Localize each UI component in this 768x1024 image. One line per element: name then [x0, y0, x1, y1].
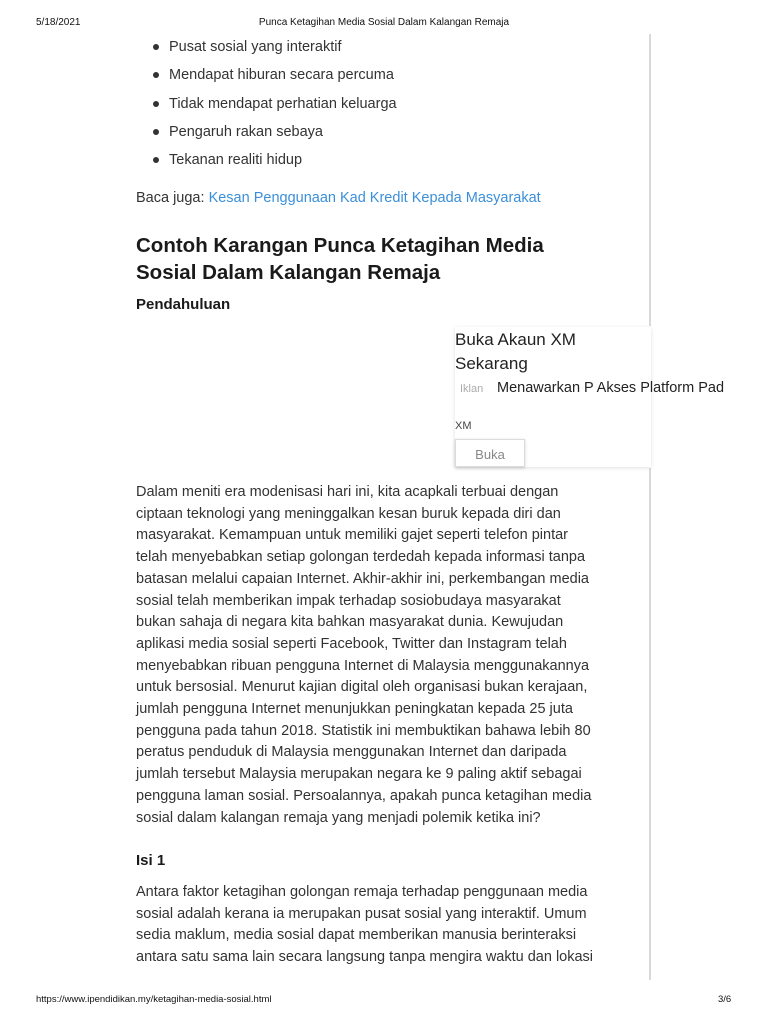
content-border-right-top [649, 34, 651, 326]
isi-1-paragraph: Antara faktor ketagihan golongan remaja terhadap penggunaan media sosial adalah kerana ia merupakan pusat sosial yang interaktif. Umum sedia maklum, media sosial dapat memberikan manusia berinteraksi antara satu sama lain secara langsung tanpa mengira waktu dan lokasi [136, 884, 594, 966]
list-item: Tidak mendapat perhatian keluarga [136, 93, 397, 121]
read-also-link[interactable]: Kesan Penggunaan Kad Kredit Kepada Masyarakat [208, 190, 541, 206]
article-heading: Contoh Karangan Punca Ketagihan Media Sosial Dalam Kalangan Remaja [136, 234, 544, 284]
ad-description: Menawarkan P Akses Platform Pad [497, 380, 725, 396]
section-heading-isi-1: Isi 1 [136, 852, 166, 869]
intro-paragraph: Dalam meniti era modenisasi hari ini, kita acapkali terbuai dengan ciptaan teknologi yang meninggalkan kesan buruk kepada diri dan masyarakat. Kemampuan untuk memiliki gajet seperti telefon pintar telah menyebabkan setiap golongan terdedah kepada informasi tanpa batasan melalui capaian Internet. Akhir-akhir ini, perkembangan media sosial telah memberikan impak terhadap sosiobudaya masyarakat bukan sahaja di negara kita bahkan masyarakat dunia. Kewujudan aplikasi media sosial seperti Facebook, Twitter dan Instagram telah menyebabkan ribuan pengguna Internet di Malaysia menggunakannya untuk bersosial. Menurut kajian digital oleh organisasi bukan kerajaan, jumlah pengguna Internet menunjukkan peningkatan kepada 25 juta pengguna pada tahun 2018. Statistik ini membuktikan bahawa lebih 80 peratus penduduk di Malaysia menggunakan Internet dan daripada jumlah tersebut Malaysia merupakan negara ke 9 paling aktif sebagai pengguna laman sosial. Persoalannya, apakah punca ketagihan media sosial dalam kalangan remaja yang menjadi polemik ketika ini? [136, 484, 592, 826]
print-page-number: 3/6 [718, 994, 732, 1005]
reasons-list [136, 36, 397, 177]
content-border-right-bottom [649, 468, 651, 980]
list-item: Pengaruh rakan sebaya [136, 121, 397, 149]
list-item: Mendapat hiburan secara percuma [136, 64, 397, 92]
section-heading-intro: Pendahuluan [136, 296, 231, 313]
ad-open-button[interactable]: Buka [455, 439, 525, 467]
list-item: Tekanan realiti hidup [136, 149, 397, 177]
print-date: 5/18/2021 [36, 17, 81, 28]
print-url: https://www.ipendidikan.my/ketagihan-media-sosial.html [36, 994, 272, 1005]
ad-title[interactable]: Buka Akaun XM Sekarang [455, 330, 576, 373]
ad-brand: XM [455, 420, 472, 432]
ad-label: Iklan [460, 383, 484, 395]
read-also-prefix: Baca juga: [136, 190, 209, 206]
ad-card[interactable] [455, 327, 725, 467]
read-also [136, 190, 541, 206]
print-title: Punca Ketagihan Media Sosial Dalam Kalangan Remaja [258, 17, 510, 28]
ad-content [455, 327, 725, 467]
list-item: Pusat sosial yang interaktif [136, 36, 397, 64]
